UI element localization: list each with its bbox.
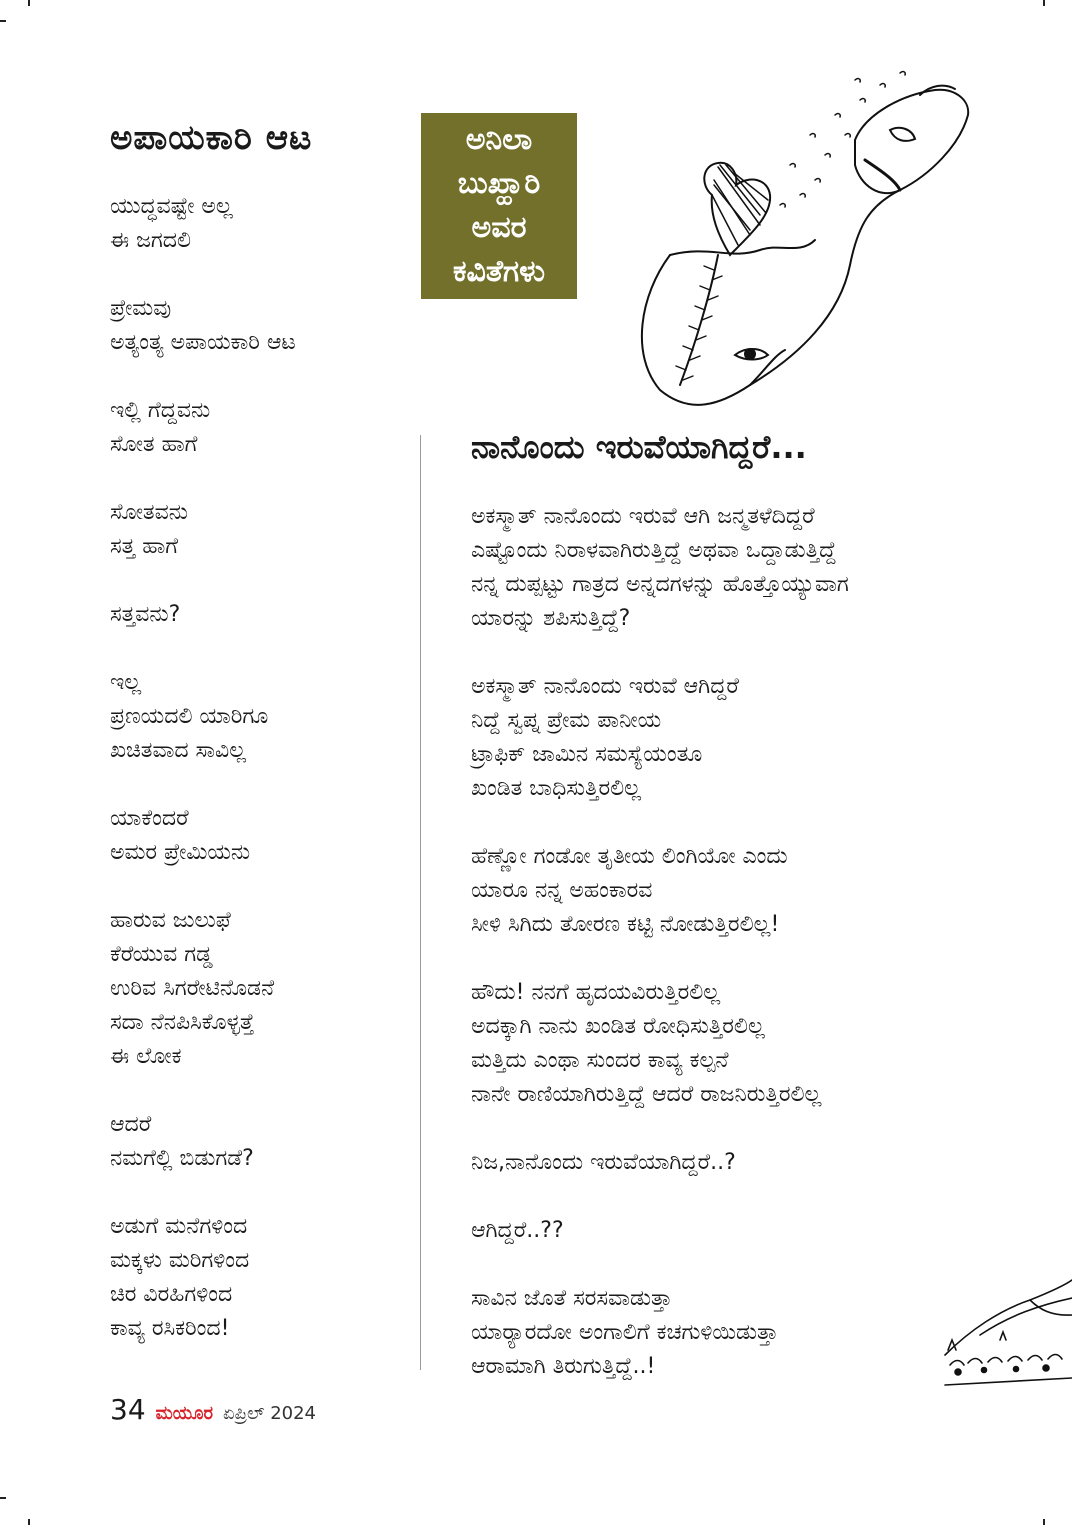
poem-line: ಸತ್ತವನು? xyxy=(110,602,181,627)
stanza xyxy=(110,904,410,1074)
poem-line: ಮತ್ತಿದು ಎಂಥಾ ಸುಂದರ ಕಾವ್ಯ ಕಲ್ಪನೆ xyxy=(471,1048,729,1073)
stanza xyxy=(471,1214,941,1248)
poem-line: ಖಂಡಿತ ಬಾಧಿಸುತ್ತಿರಲಿಲ್ಲ xyxy=(471,776,642,801)
poem1-body xyxy=(110,190,410,1380)
stanza xyxy=(471,976,941,1112)
badge-line: ಕವಿತೆಗಳು xyxy=(452,254,545,289)
badge-line: ಅವರ xyxy=(471,210,527,245)
poem-line: ಯುದ್ಧವಷ್ಟೇ ಅಲ್ಲ xyxy=(110,194,233,219)
crop-mark xyxy=(1043,1519,1045,1525)
poem-line: ಉರಿವ ಸಿಗರೇಟಿನೊಡನೆ xyxy=(110,976,275,1001)
crop-mark xyxy=(1043,0,1045,6)
stanza xyxy=(110,190,410,258)
poem-line: ನಿದ್ದೆ ಸ್ವಪ್ನ ಪ್ರೇಮ ಪಾನೀಯ xyxy=(471,708,662,733)
stanza xyxy=(110,598,410,632)
poem2-body xyxy=(471,500,941,1418)
poem-line: ಕಾವ್ಯ ರಸಿಕರಿಂದ! xyxy=(110,1316,230,1341)
stanza xyxy=(471,670,941,806)
poem-line: ಸೋತ ಹಾಗೆ xyxy=(110,432,198,457)
poem-line: ಕೆರೆಯುವ ಗಡ್ಡ xyxy=(110,942,213,967)
poem-line: ಅಕಸ್ಮಾತ್ ನಾನೊಂದು ಇರುವೆ ಆಗಿದ್ದರೆ xyxy=(471,674,739,699)
poem-line: ಆರಾಮಾಗಿ ತಿರುಗುತ್ತಿದ್ದೆ..! xyxy=(471,1354,656,1379)
poem-line: ಪ್ರೇಮವು xyxy=(110,296,172,321)
page-footer xyxy=(110,1393,316,1426)
poem-line: ಹೆಣ್ಣೋ ಗಂಡೋ ತೃತೀಯ ಲಿಂಗಿಯೋ ಎಂದು xyxy=(471,844,788,869)
poem-line: ಖಚಿತವಾದ ಸಾವಿಲ್ಲ xyxy=(110,738,247,763)
poem-line: ಅತ್ಯಂತ್ಯ ಅಪಾಯಕಾರಿ ಆಟ xyxy=(110,330,296,355)
poem-line: ಎಷ್ಟೊಂದು ನಿರಾಳವಾಗಿರುತ್ತಿದ್ದೆ ಅಥವಾ ಒದ್ದಾಡುತ್ತಿದ್ದೆ xyxy=(471,538,837,563)
poem-line: ಯಾರನ್ನು ಶಪಿಸುತ್ತಿದ್ದೆ? xyxy=(471,606,631,631)
poem-line: ಟ್ರಾಫಿಕ್ ಜಾಮಿನ ಸಮಸ್ಯೆಯಂತೂ xyxy=(471,742,703,767)
poem-line: ಈ ಲೋಕ xyxy=(110,1044,182,1069)
poem-line: ಸೀಳಿ ಸಿಗಿದು ತೋರಣ ಕಟ್ಟಿ ನೋಡುತ್ತಿರಲಿಲ್ಲ! xyxy=(471,912,780,937)
poem-line: ಆದರೆ xyxy=(110,1112,152,1137)
poem-line: ಮಕ್ಕಳು ಮರಿಗಳಿಂದ xyxy=(110,1248,250,1273)
poem-line: ಸಾವಿನ ಜೊತೆ ಸರಸವಾಡುತ್ತಾ xyxy=(471,1286,673,1311)
poem-line: ಹಾರುವ ಜುಲುಫೆ xyxy=(110,908,231,933)
poem-line: ಯಾಕೆಂದರೆ xyxy=(110,806,189,831)
poem-line: ನಿಜ,ನಾನೊಂದು ಇರುವೆಯಾಗಿದ್ದರೆ..? xyxy=(471,1150,736,1175)
crop-mark xyxy=(28,1519,30,1525)
mask-illustration xyxy=(600,55,990,425)
stanza xyxy=(110,1210,410,1346)
stanza xyxy=(110,666,410,768)
poem2-title: ನಾನೊಂದು ಇರುವೆಯಾಗಿದ್ದರೆ... xyxy=(471,428,807,466)
magazine-logo: ಮಯೂರ xyxy=(155,1403,214,1424)
stanza xyxy=(110,802,410,870)
poem-line: ಚಿರ ವಿರಹಿಗಳಿಂದ xyxy=(110,1282,233,1307)
landscape-illustration xyxy=(940,1270,1072,1395)
issue-date: ಏಪ್ರಿಲ್ 2024 xyxy=(223,1403,317,1424)
stanza xyxy=(471,1282,941,1384)
stanza xyxy=(471,1146,941,1180)
poem1-title: ಅಪಾಯಕಾರಿ ಆಟ xyxy=(110,118,313,158)
poem-line: ಸೋತವನು xyxy=(110,500,188,525)
poem-line: ಸದಾ ನೆನಪಿಸಿಕೊಳ್ಳತ್ತೆ xyxy=(110,1010,255,1035)
poem-line: ಇಲ್ಲ xyxy=(110,670,142,695)
poem-line: ಹೌದು! ನನಗೆ ಹೃದಯವಿರುತ್ತಿರಲಿಲ್ಲ xyxy=(471,980,721,1005)
poem-line: ನನ್ನ ದುಪ್ಪಟ್ಟು ಗಾತ್ರದ ಅನ್ನದಗಳನ್ನು ಹೊತ್ತೊಯ್ಯುವಾಗ xyxy=(471,572,849,597)
poem-line: ಅಕಸ್ಮಾತ್ ನಾನೊಂದು ಇರುವೆ ಆಗಿ ಜನ್ಮತಳೆದಿದ್ದರೆ xyxy=(471,504,815,529)
poem-line: ನಮಗೆಲ್ಲಿ ಬಿಡುಗಡೆ? xyxy=(110,1146,254,1171)
crop-mark xyxy=(28,0,30,6)
poem-line: ಈ ಜಗದಲಿ xyxy=(110,228,192,253)
stanza xyxy=(471,840,941,942)
poem-line: ಪ್ರಣಯದಲಿ ಯಾರಿಗೂ xyxy=(110,704,269,729)
badge-line: ಅನಿಲಾ xyxy=(465,122,533,157)
badge-line: ಬುಖ್ಹಾರಿ xyxy=(457,166,541,201)
poem-line: ನಾನೇ ರಾಣಿಯಾಗಿರುತ್ತಿದ್ದೆ ಆದರೆ ರಾಜನಿರುತ್ತಿರಲಿಲ್ಲ xyxy=(471,1082,822,1107)
poem-line: ಆಗಿದ್ದರೆ..?? xyxy=(471,1218,564,1243)
stanza xyxy=(110,1108,410,1176)
poem-line: ಅಮರ ಪ್ರೇಮಿಯನು xyxy=(110,840,251,865)
poem-line: ಅಡುಗೆ ಮನೆಗಳಿಂದ xyxy=(110,1214,248,1239)
crop-mark xyxy=(0,20,6,22)
column-divider xyxy=(420,435,421,1370)
stanza xyxy=(110,496,410,564)
crop-mark xyxy=(0,1497,6,1499)
poem-line: ಯಾರೂ ನನ್ನ ಅಹಂಕಾರವ xyxy=(471,878,653,903)
poem-line: ಯಾರ್‍ಯಾರದೋ ಅಂಗಾಲಿಗೆ ಕಚಗುಳಿಯಿಡುತ್ತಾ xyxy=(471,1320,779,1345)
author-badge xyxy=(421,113,577,299)
poem-line: ಸತ್ತ ಹಾಗೆ xyxy=(110,534,178,559)
stanza xyxy=(110,292,410,360)
poem-line: ಇಲ್ಲಿ ಗೆದ್ದವನು xyxy=(110,398,211,423)
poem-line: ಅದಕ್ಕಾಗಿ ನಾನು ಖಂಡಿತ ರೋಧಿಸುತ್ತಿರಲಿಲ್ಲ xyxy=(471,1014,765,1039)
stanza xyxy=(471,500,941,636)
page-number: 34 xyxy=(110,1393,146,1426)
stanza xyxy=(110,394,410,462)
